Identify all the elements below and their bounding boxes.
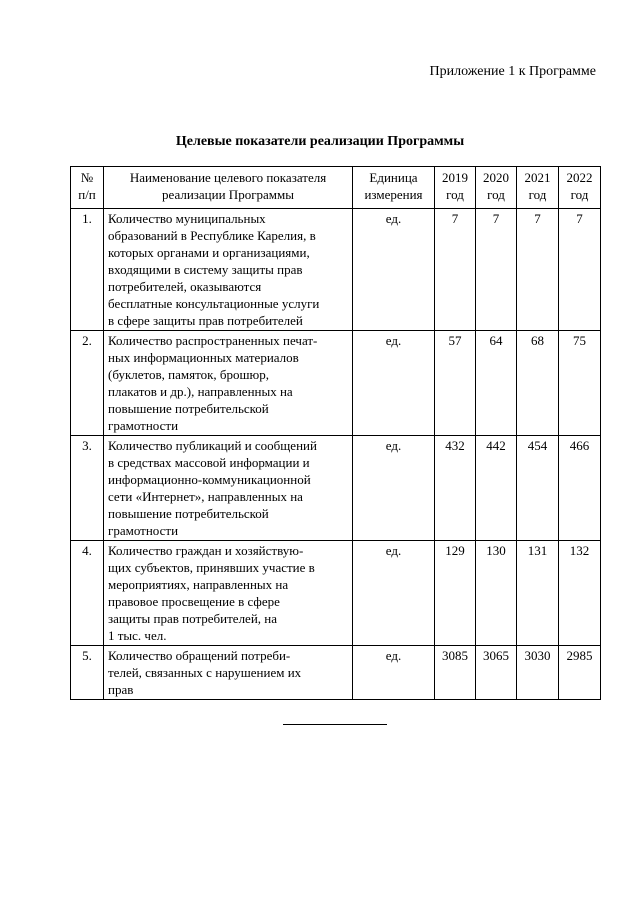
value-2021: 454 — [517, 436, 559, 541]
unit-cell: ед. — [353, 436, 435, 541]
indicator-name-line: информационно-коммуникационной — [108, 472, 311, 487]
value-2022: 75 — [559, 331, 601, 436]
value-2021: 7 — [517, 209, 559, 331]
value-2021: 3030 — [517, 646, 559, 700]
row-number: 3. — [71, 436, 104, 541]
header-year-label: год — [487, 187, 505, 202]
indicator-name-line: в сфере защиты прав потребителей — [108, 313, 303, 328]
indicator-name-line: повышение потребительской — [108, 506, 269, 521]
value-2021: 131 — [517, 541, 559, 646]
closing-divider-line — [283, 724, 387, 725]
unit-cell: ед. — [353, 646, 435, 700]
value-2022: 2985 — [559, 646, 601, 700]
value-2020: 3065 — [476, 646, 517, 700]
table-row — [71, 209, 601, 331]
row-number: 1. — [71, 209, 104, 331]
indicator-name-line: мероприятиях, направленных на — [108, 577, 289, 592]
value-2022: 466 — [559, 436, 601, 541]
value-2019: 57 — [435, 331, 476, 436]
row-number: 4. — [71, 541, 104, 646]
value-2019: 129 — [435, 541, 476, 646]
header-unit — [353, 167, 435, 209]
header-year-2021 — [517, 167, 559, 209]
header-unit-line2: измерения — [364, 187, 423, 202]
value-2020: 442 — [476, 436, 517, 541]
unit-cell: ед. — [353, 331, 435, 436]
indicator-name-line: ных информационных материалов — [108, 350, 299, 365]
header-year-value: 2020 — [483, 170, 509, 185]
indicator-name-line: Количество публикаций и сообщений — [108, 438, 317, 453]
indicator-name-line: грамотности — [108, 523, 179, 538]
indicator-name-line: защиты прав потребителей, на — [108, 611, 278, 626]
header-year-2022 — [559, 167, 601, 209]
header-year-label: год — [528, 187, 547, 202]
indicator-name-line: прав — [108, 682, 134, 697]
header-year-value: 2021 — [524, 170, 551, 185]
indicator-name-line: которых органами и организациями, — [108, 245, 310, 260]
value-2019: 3085 — [435, 646, 476, 700]
value-2020: 7 — [476, 209, 517, 331]
indicator-name-line: щих субъектов, принявших участие в — [108, 560, 315, 575]
header-num-line2: п/п — [78, 187, 96, 202]
header-year-label: год — [446, 187, 464, 202]
header-num-line1: № — [80, 170, 94, 185]
indicator-name — [104, 646, 353, 700]
indicator-name-line: правовое просвещение в сфере — [108, 594, 280, 609]
header-name-line2: реализации Программы — [162, 187, 294, 202]
value-2019: 432 — [435, 436, 476, 541]
value-2020: 64 — [476, 331, 517, 436]
value-2020: 130 — [476, 541, 517, 646]
table-row — [71, 436, 601, 541]
value-2019: 7 — [435, 209, 476, 331]
indicator-name-line: образований в Республике Карелия, в — [108, 228, 316, 243]
header-year-2020 — [476, 167, 517, 209]
indicator-name — [104, 209, 353, 331]
indicator-name-line: грамотности — [108, 418, 179, 433]
header-name-line1: Наименование целевого показателя — [129, 170, 327, 185]
header-row — [71, 167, 601, 209]
appendix-label: Приложение 1 к Программе — [429, 64, 596, 79]
indicator-name — [104, 331, 353, 436]
indicator-name-line: телей, связанных с нарушением их — [108, 665, 302, 680]
row-number: 5. — [71, 646, 104, 700]
row-number: 2. — [71, 331, 104, 436]
header-unit-line1: Единица — [369, 170, 418, 185]
header-name — [104, 167, 353, 209]
header-year-value: 2019 — [442, 170, 468, 185]
unit-cell: ед. — [353, 541, 435, 646]
table-row — [71, 331, 601, 436]
indicator-name-line: Количество распространенных печат- — [108, 333, 318, 348]
table-row — [71, 541, 601, 646]
indicator-name-line: в средствах массовой информации и — [108, 455, 310, 470]
indicator-name-line: бесплатные консультационные услуги — [108, 296, 320, 311]
indicator-name-line: плакатов и др.), направленных на — [108, 384, 293, 399]
indicator-name-line: 1 тыс. чел. — [108, 628, 167, 643]
value-2021: 68 — [517, 331, 559, 436]
header-year-label: год — [570, 187, 589, 202]
indicators-table — [70, 166, 601, 700]
indicator-name-line: (буклетов, памяток, брошюр, — [108, 367, 270, 382]
indicator-name-line: сети «Интернет», направленных на — [108, 489, 303, 504]
indicator-name-line: Количество муниципальных — [108, 211, 266, 226]
header-num — [71, 167, 104, 209]
indicator-name-line: повышение потребительской — [108, 401, 269, 416]
unit-cell: ед. — [353, 209, 435, 331]
header-year-value: 2022 — [566, 170, 593, 185]
value-2022: 132 — [559, 541, 601, 646]
indicator-name-line: Количество обращений потреби- — [108, 648, 291, 663]
indicator-name-line: потребителей, оказываются — [108, 279, 262, 294]
table-row — [71, 646, 601, 700]
header-year-2019 — [435, 167, 476, 209]
indicator-name — [104, 541, 353, 646]
indicator-name-line: Количество граждан и хозяйствую- — [108, 543, 304, 558]
value-2022: 7 — [559, 209, 601, 331]
table-title: Целевые показатели реализации Программы — [175, 134, 465, 149]
indicator-name — [104, 436, 353, 541]
indicator-name-line: входящими в систему защиты прав — [108, 262, 303, 277]
